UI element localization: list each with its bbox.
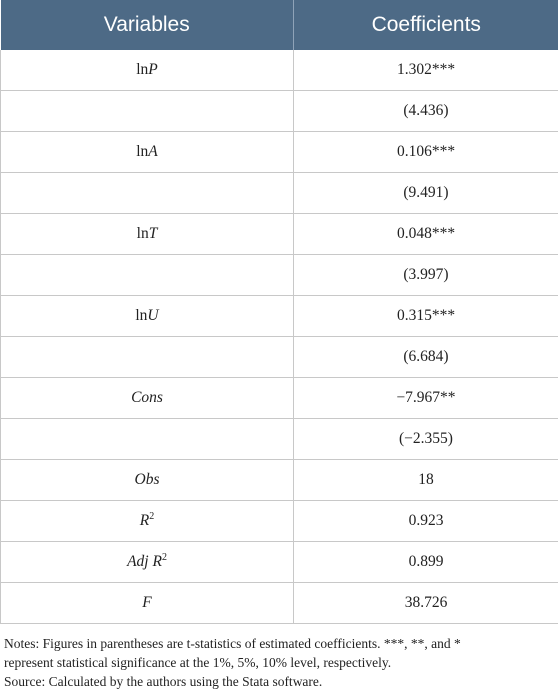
variable-name: Adj R [127, 553, 162, 570]
table-row [1, 501, 558, 542]
variable-superscript: 2 [162, 552, 167, 563]
header-coefficients: Coefficients [294, 0, 558, 50]
table-row [1, 91, 558, 132]
variable-name: U [147, 307, 158, 324]
coefficient-cell: 0.923 [294, 501, 558, 542]
table-row [1, 460, 558, 501]
variable-name: F [142, 594, 151, 611]
table-row [1, 419, 558, 460]
variable-name: Cons [131, 389, 163, 406]
table-row [1, 255, 558, 296]
table-row [1, 132, 558, 173]
coefficient-cell: (6.684) [294, 337, 558, 378]
table-notes [0, 624, 558, 691]
variable-cell [1, 542, 294, 583]
notes-line-1: Notes: Figures in parentheses are t-statistics of estimated coefficients. ***, **, and * [4, 634, 554, 653]
variable-cell [1, 378, 294, 419]
coefficient-cell: (4.436) [294, 91, 558, 132]
variable-cell [1, 91, 294, 132]
variable-cell [1, 50, 294, 91]
variable-prefix: ln [137, 225, 149, 242]
variable-cell [1, 583, 294, 624]
coefficient-cell: 18 [294, 460, 558, 501]
variable-cell [1, 337, 294, 378]
table-row [1, 337, 558, 378]
variable-name: Obs [135, 471, 160, 488]
table-row [1, 542, 558, 583]
table-row [1, 296, 558, 337]
header-row [1, 0, 558, 50]
coefficient-cell: 0.315*** [294, 296, 558, 337]
variable-name: R [140, 512, 149, 529]
variable-superscript: 2 [149, 511, 154, 522]
variable-name: P [148, 61, 157, 78]
coefficient-cell: 0.899 [294, 542, 558, 583]
variable-prefix: ln [136, 143, 148, 160]
table-row [1, 583, 558, 624]
coefficient-cell: −7.967** [294, 378, 558, 419]
variable-cell [1, 255, 294, 296]
variable-cell [1, 296, 294, 337]
table-body [1, 50, 558, 624]
variable-name: T [149, 225, 158, 242]
coefficient-cell: (9.491) [294, 173, 558, 214]
variable-prefix: ln [135, 307, 147, 324]
variable-name: A [148, 143, 157, 160]
variable-cell [1, 214, 294, 255]
header-variables: Variables [1, 0, 294, 50]
table-row [1, 173, 558, 214]
coefficient-cell: 1.302*** [294, 50, 558, 91]
variable-cell [1, 501, 294, 542]
coefficient-cell: (−2.355) [294, 419, 558, 460]
variable-cell [1, 460, 294, 501]
table-row [1, 214, 558, 255]
variable-cell [1, 419, 294, 460]
variable-cell [1, 132, 294, 173]
table-row [1, 378, 558, 419]
table-header [1, 0, 558, 50]
variable-prefix: ln [136, 61, 148, 78]
table-row [1, 50, 558, 91]
source-line: Source: Calculated by the authors using the Stata software. [4, 672, 554, 691]
notes-line-2: represent statistical significance at the 1%, 5%, 10% level, respectively. [4, 653, 554, 672]
coefficient-cell: 0.048*** [294, 214, 558, 255]
variable-cell [1, 173, 294, 214]
coefficient-cell: (3.997) [294, 255, 558, 296]
coefficient-cell: 38.726 [294, 583, 558, 624]
coefficient-cell: 0.106*** [294, 132, 558, 173]
